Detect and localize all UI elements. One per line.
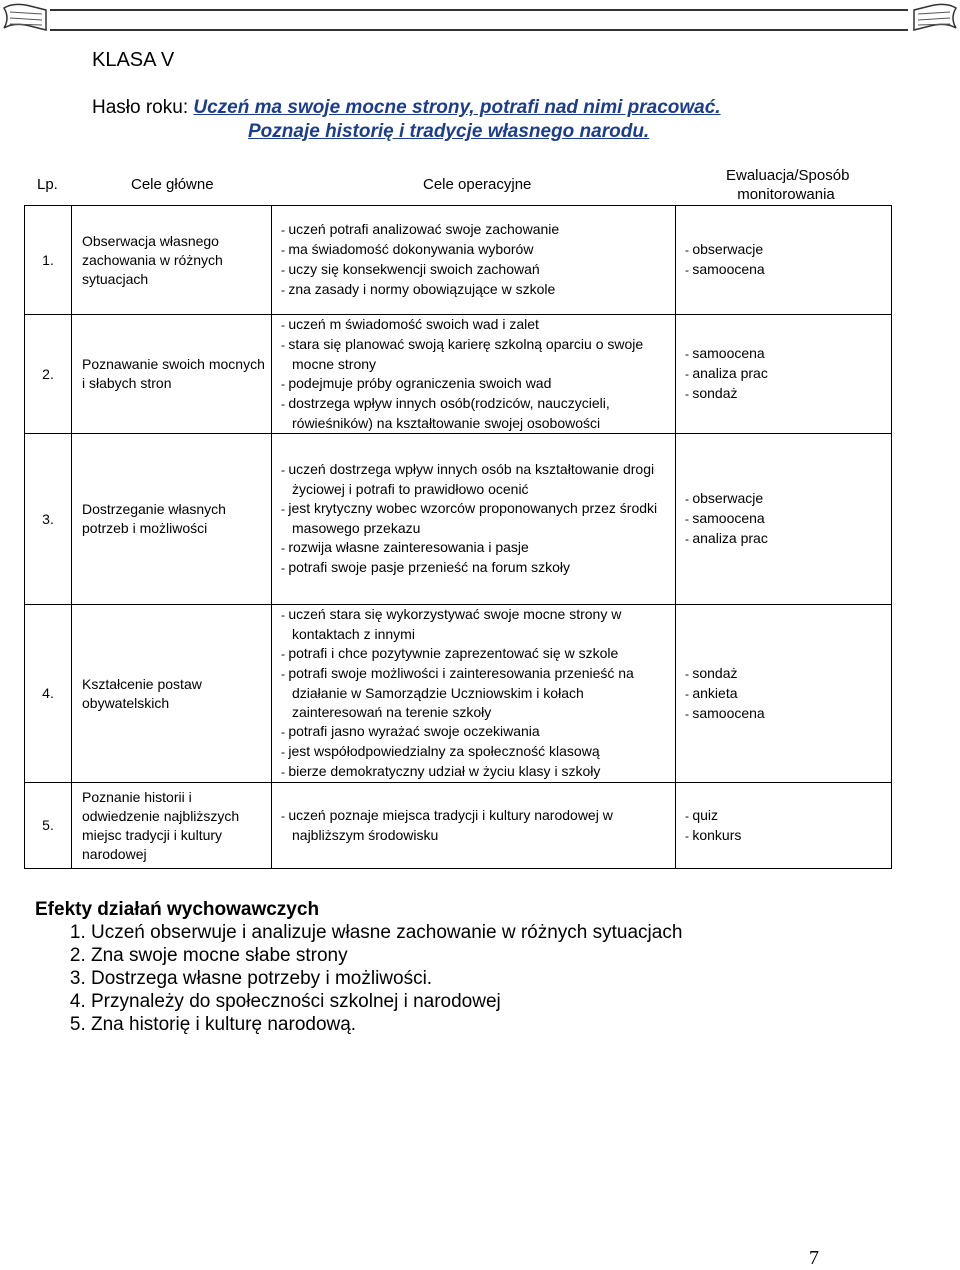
operational-goals (272, 206, 676, 315)
year-motto (92, 96, 721, 144)
motto-label: Hasło roku: (92, 97, 194, 118)
evaluation-methods (676, 605, 892, 783)
page-header-banner (0, 0, 960, 34)
list-item: - sondaż (685, 664, 891, 684)
list-item: - potrafi swoje możliwości i zainteresowania przenieść na działanie w Samorządzie Uczniowskim i kołach zainteresowań na terenie szkoły (281, 664, 675, 722)
list-item: - konkurs (685, 826, 891, 846)
row-number: 3. (25, 434, 72, 605)
list-item: - analiza prac (685, 364, 891, 384)
header-main-goals: Cele główne (131, 176, 214, 193)
list-item: - samoocena (685, 260, 891, 280)
list-item: - potrafi jasno wyrażać swoje oczekiwania (281, 722, 675, 742)
operational-goals (272, 315, 676, 434)
class-title: KLASA V (92, 49, 175, 71)
motto-line-1: Uczeń ma swoje mocne strony, potrafi nad nimi pracować. (193, 97, 721, 118)
motto-line-2: Poznaje historię i tradycje własnego narodu. (248, 121, 650, 142)
list-item: - uczeń poznaje miejsca tradycji i kultury narodowej w najbliższym środowisku (281, 806, 675, 845)
list-item: 3. Dostrzega własne potrzeby i możliwości. (91, 967, 682, 990)
evaluation-methods (676, 206, 892, 315)
evaluation-methods (676, 434, 892, 605)
row-number: 2. (25, 315, 72, 434)
list-item: - analiza prac (685, 529, 891, 549)
evaluation-methods (676, 315, 892, 434)
list-item: - potrafi i chce pozytywnie zaprezentować się w szkole (281, 644, 675, 664)
list-item: 5. Zna historię i kulturę narodową. (91, 1013, 682, 1036)
list-item: 4. Przynależy do społeczności szkolnej i narodowej (91, 990, 682, 1013)
operational-goals (272, 783, 676, 869)
row-number: 5. (25, 783, 72, 869)
header-operational-goals: Cele operacyjne (423, 176, 532, 193)
list-item: - uczeń m świadomość swoich wad i zalet (281, 315, 675, 335)
list-item: - potrafi swoje pasje przenieść na forum szkoły (281, 558, 675, 578)
list-item: - obserwacje (685, 240, 891, 260)
row-number: 1. (25, 206, 72, 315)
operational-goals (272, 605, 676, 783)
goals-table (24, 205, 892, 869)
list-item: - zna zasady i normy obowiązujące w szkole (281, 280, 675, 300)
main-goal: Poznanie historii i odwiedzenie najbliższych miejsc tradycji i kultury narodowej (72, 783, 272, 869)
list-item: - ma świadomość dokonywania wyborów (281, 240, 675, 260)
list-item: - bierze demokratyczny udział w życiu klasy i szkoły (281, 762, 675, 782)
list-item: - samoocena (685, 509, 891, 529)
list-item: 1. Uczeń obserwuje i analizuje własne zachowanie w różnych sytuacjach (91, 921, 682, 944)
list-item: - quiz (685, 806, 891, 826)
row-number: 4. (25, 605, 72, 783)
page-number: 7 (809, 1247, 819, 1269)
list-item: - podejmuje próby ograniczenia swoich wad (281, 374, 675, 394)
list-item: - jest współodpowiedzialny za społeczność klasową (281, 742, 675, 762)
table-row (25, 206, 892, 315)
main-goal: Dostrzeganie własnych potrzeb i możliwości (72, 434, 272, 605)
evaluation-methods (676, 783, 892, 869)
main-goal: Poznawanie swoich mocnych i słabych stron (72, 315, 272, 434)
table-row (25, 783, 892, 869)
list-item: - uczeń stara się wykorzystywać swoje mocne strony w kontaktach z innymi (281, 605, 675, 644)
table-row (25, 315, 892, 434)
list-item: - rozwija własne zainteresowania i pasje (281, 538, 675, 558)
list-item: - samoocena (685, 344, 891, 364)
list-item: - uczeń dostrzega wpływ innych osób na kształtowanie drogi życiowej i potrafi to prawidłowo ocenić (281, 460, 675, 499)
header-lp: Lp. (37, 176, 58, 193)
table-row (25, 605, 892, 783)
header-evaluation: Ewaluacja/Sposób monitorowania (726, 167, 850, 203)
main-goal: Obserwacja własnego zachowania w różnych sytuacjach (72, 206, 272, 315)
list-item: - obserwacje (685, 489, 891, 509)
banner-line (50, 9, 908, 31)
list-item: 2. Zna swoje mocne słabe strony (91, 944, 682, 967)
effects-list (35, 921, 682, 1036)
list-item: - jest krytyczny wobec wzorców proponowanych przez środki masowego przekazu (281, 499, 675, 538)
list-item: - uczeń potrafi analizować swoje zachowanie (281, 220, 675, 240)
list-item: - dostrzega wpływ innych osób(rodziców, nauczycieli, rówieśników) na kształtowanie swojej osobowości (281, 394, 675, 433)
list-item: - sondaż (685, 384, 891, 404)
main-goal: Kształcenie postaw obywatelskich (72, 605, 272, 783)
list-item: - samoocena (685, 704, 891, 724)
table-row (25, 434, 892, 605)
operational-goals (272, 434, 676, 605)
effects-heading: Efekty działań wychowawczych (35, 899, 320, 920)
educational-effects (35, 898, 682, 1036)
list-item: - stara się planować swoją karierę szkolną oparciu o swoje mocne strony (281, 335, 675, 374)
list-item: - ankieta (685, 684, 891, 704)
list-item: - uczy się konsekwencji swoich zachowań (281, 260, 675, 280)
